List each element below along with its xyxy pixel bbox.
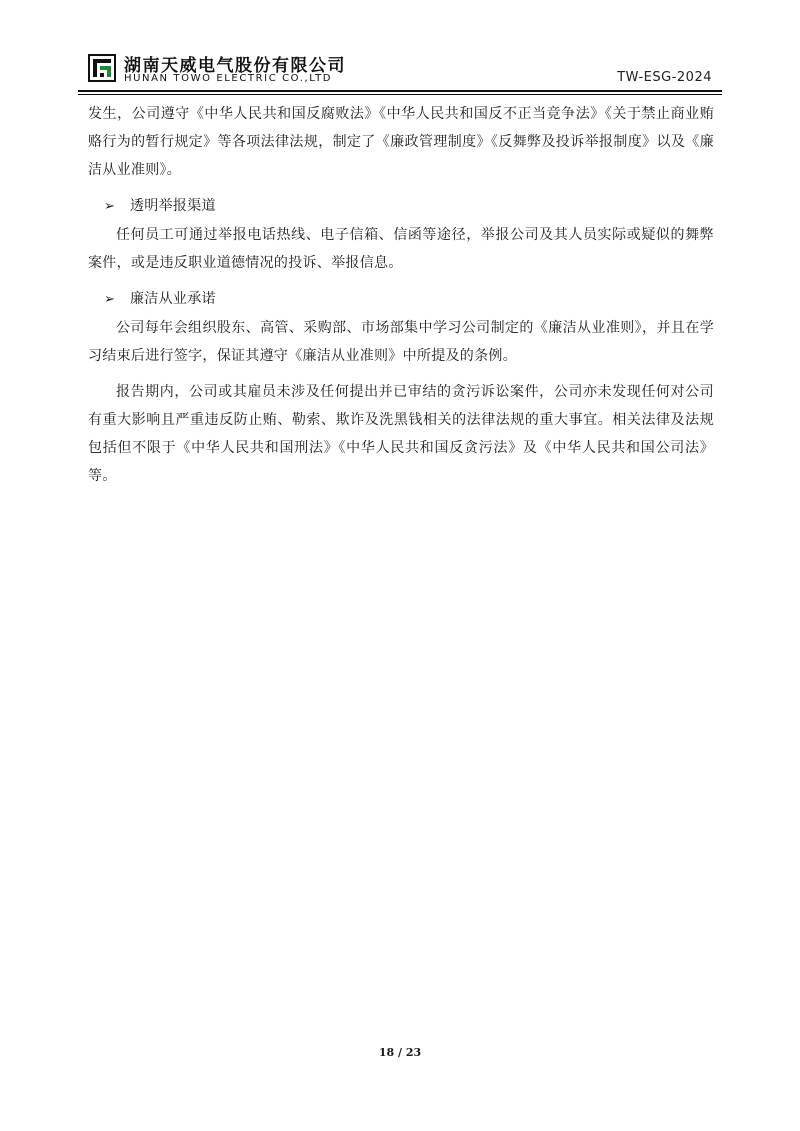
- paragraph-reporting-period: 报告期内，公司或其雇员未涉及任何提出并已审结的贪污诉讼案件，公司亦未发现任何对公司有重大影响且严重违反防止贿、勒索、欺诈及洗黑钱相关的法律法规的重大事宜。相关法律及法规包括但不限于《中华人民共和国刑法》《中华人民共和国反贪污法》及《中华人民共和国公司法》等。: [88, 384, 714, 484]
- company-logo: [88, 54, 116, 82]
- arrowhead-bullet-icon: ➢: [104, 199, 116, 214]
- page-header: [0, 0, 800, 100]
- header-rule-thin: [78, 94, 722, 95]
- paragraph-reporting: 任何员工可通过举报电话热线、电子信箱、信函等途径，举报公司及其人员实际或疑似的舞弊案件，或是违反职业道德情况的投诉、举报信息。: [88, 227, 714, 271]
- arrowhead-bullet-icon: ➢: [104, 292, 116, 307]
- company-name-cn: 湖南天威电气股份有限公司: [124, 56, 346, 76]
- bullet-label: 廉洁从业承诺: [130, 291, 216, 307]
- bullet-label: 透明举报渠道: [130, 198, 216, 214]
- company-name-en: HUNAN TOWO ELECTRIC CO.,LTD: [124, 73, 333, 84]
- paragraph-integrity: 公司每年会组织股东、高管、采购部、市场部集中学习公司制定的《廉洁从业准则》，并且在学习结束后进行签字，保证其遵守《廉洁从业准则》中所提及的条例。: [88, 320, 714, 364]
- header-rule: [78, 90, 722, 92]
- bullet-integrity-commitment: [88, 285, 714, 314]
- bullet-reporting-channels: [88, 192, 714, 221]
- page-body: [88, 100, 714, 490]
- paragraph-compliance: 发生，公司遵守《中华人民共和国反腐败法》《中华人民共和国反不正当竞争法》《关于禁止商业贿赂行为的暂行规定》等各项法律法规，制定了《廉政管理制度》《反舞弊及投诉举报制度》以及《廉洁从业准则》。: [88, 106, 714, 178]
- page-number: 18 / 23: [378, 1046, 422, 1059]
- document-code: TW-ESG-2024: [617, 70, 712, 85]
